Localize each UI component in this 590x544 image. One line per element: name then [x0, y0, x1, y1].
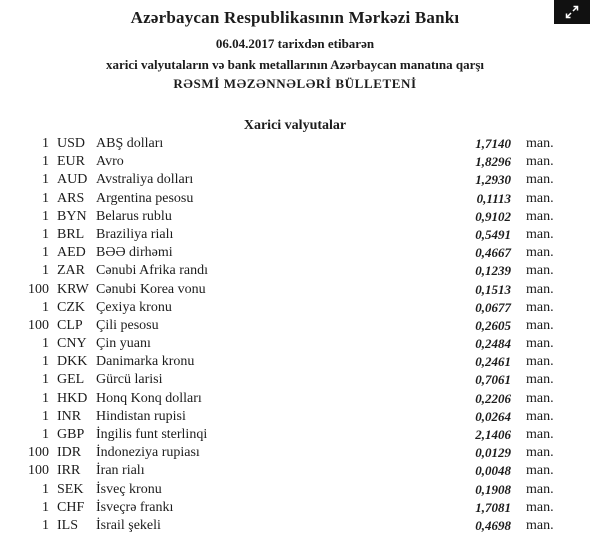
effective-date: 06.04.2017 tarixdən etibarən — [215, 36, 375, 51]
rate-row — [0, 171, 590, 189]
quantity: 1 — [42, 299, 49, 315]
rate-row — [0, 135, 590, 153]
currency-code: BYN — [57, 208, 87, 224]
exchange-rate: 0,1239 — [475, 263, 511, 279]
exchange-rate: 1,7081 — [475, 499, 511, 515]
quantity: 100 — [28, 317, 49, 333]
currency-code: EUR — [57, 154, 85, 170]
unit-label: man. — [526, 208, 554, 224]
unit-label: man. — [526, 336, 554, 352]
currency-code: ILS — [57, 517, 78, 533]
quantity: 1 — [42, 172, 49, 188]
unit-label: man. — [526, 317, 554, 333]
currency-name: Cənubi Korea vonu — [96, 281, 206, 297]
exchange-rate: 0,1513 — [475, 281, 511, 297]
unit-label: man. — [526, 172, 554, 188]
quantity: 1 — [42, 263, 49, 279]
exchange-rate: 0,0677 — [475, 299, 511, 315]
exchange-rate: 0,1908 — [475, 481, 511, 497]
quantity: 1 — [42, 354, 49, 370]
unit-label: man. — [526, 390, 554, 406]
exchange-rate: 0,4698 — [475, 517, 511, 533]
currency-name: Avstraliya dolları — [96, 172, 194, 188]
bulletin-subtitle: xarici valyutaların və bank metallarının Azərbaycan manatına qarşı — [105, 57, 485, 72]
currency-name: Cənubi Afrika randı — [96, 263, 208, 279]
quantity: 100 — [28, 281, 49, 297]
unit-label: man. — [526, 136, 554, 151]
bank-title: Azərbaycan Respublikasının Mərkəzi Bankı — [130, 8, 460, 27]
unit-label: man. — [526, 245, 554, 261]
quantity: 1 — [42, 208, 49, 224]
rate-row — [0, 299, 590, 317]
rate-row — [0, 226, 590, 244]
exchange-rate: 0,0048 — [475, 463, 511, 479]
rate-row — [0, 262, 590, 280]
quantity: 1 — [42, 154, 49, 170]
currency-name: İngilis funt sterlinqi — [96, 427, 208, 442]
currency-code: USD — [57, 136, 86, 151]
exchange-rate: 0,0129 — [475, 445, 511, 461]
exchange-rate: 0,1113 — [476, 190, 511, 206]
expand-arrows-icon — [565, 5, 579, 19]
rate-row — [0, 353, 590, 371]
exchange-rate: 0,7061 — [475, 372, 511, 388]
rate-row — [0, 244, 590, 262]
section-title: Xarici valyutalar — [243, 118, 347, 133]
currency-name: Çin yuanı — [96, 336, 151, 352]
currency-name: Belarus rublu — [96, 208, 172, 224]
unit-label: man. — [526, 517, 554, 533]
currency-name: İndoneziya rupiası — [96, 445, 200, 461]
quantity: 1 — [42, 372, 49, 388]
quantity: 1 — [42, 481, 49, 497]
exchange-rate: 0,2605 — [475, 317, 511, 333]
currency-name: BƏƏ dirhəmi — [96, 245, 173, 261]
unit-label: man. — [526, 408, 554, 424]
exchange-rate: 1,2930 — [475, 172, 511, 188]
currency-name: Hindistan rupisi — [96, 408, 186, 424]
currency-name: Danimarka kronu — [96, 354, 195, 370]
currency-name: İran rialı — [96, 463, 145, 479]
quantity: 1 — [42, 499, 49, 515]
currency-name: Çexiya kronu — [96, 299, 172, 315]
quantity: 100 — [28, 463, 49, 479]
quantity: 1 — [42, 336, 49, 352]
unit-label: man. — [526, 372, 554, 388]
currency-code: GBP — [57, 427, 85, 442]
quantity: 1 — [42, 190, 49, 206]
currency-code: DKK — [57, 354, 88, 370]
exchange-rate: 0,2206 — [475, 390, 511, 406]
quantity: 1 — [42, 517, 49, 533]
currency-code: IDR — [57, 445, 82, 461]
currency-code: INR — [57, 408, 82, 424]
currency-name: İsveç kronu — [96, 481, 162, 497]
currency-code: CNY — [57, 336, 87, 352]
unit-label: man. — [526, 190, 554, 206]
rates-list — [0, 135, 590, 535]
exchange-rate: 0,0264 — [475, 408, 511, 424]
currency-code: ARS — [57, 190, 85, 206]
rate-row — [0, 462, 590, 480]
currency-code: BRL — [57, 226, 85, 242]
rate-row — [0, 499, 590, 517]
exchange-rate: 1,7140 — [475, 136, 511, 151]
rate-row — [0, 426, 590, 444]
currency-code: CZK — [57, 299, 85, 315]
unit-label: man. — [526, 299, 554, 315]
currency-code: HKD — [57, 390, 88, 406]
currency-name: İsveçrə frankı — [96, 499, 174, 515]
unit-label: man. — [526, 154, 554, 170]
exchange-rate: 1,8296 — [475, 154, 511, 170]
rate-row — [0, 335, 590, 353]
quantity: 1 — [42, 427, 49, 442]
rate-row — [0, 208, 590, 226]
currency-code: ZAR — [57, 263, 85, 279]
currency-code: GEL — [57, 372, 85, 388]
unit-label: man. — [526, 463, 554, 479]
currency-code: AED — [57, 245, 86, 261]
currency-code: SEK — [57, 481, 84, 497]
rate-row — [0, 153, 590, 171]
currency-code: CHF — [57, 499, 85, 515]
rate-row — [0, 390, 590, 408]
unit-label: man. — [526, 427, 554, 442]
bulletin-title: RƏSMİ MƏZƏNNƏLƏRİ BÜLLETENİ — [173, 76, 417, 91]
unit-label: man. — [526, 481, 554, 497]
rate-row — [0, 444, 590, 462]
currency-code: CLP — [57, 317, 83, 333]
unit-label: man. — [526, 226, 554, 242]
currency-name: Gürcü larisi — [96, 372, 163, 388]
unit-label: man. — [526, 354, 554, 370]
currency-name: Avro — [96, 154, 124, 170]
rate-row — [0, 281, 590, 299]
currency-code: KRW — [57, 281, 89, 297]
rate-row — [0, 317, 590, 335]
quantity: 1 — [42, 136, 49, 151]
rate-row — [0, 408, 590, 426]
currency-code: AUD — [57, 172, 88, 188]
currency-name: İsrail şekeli — [96, 517, 161, 533]
unit-label: man. — [526, 281, 554, 297]
currency-name: Braziliya rialı — [96, 226, 174, 242]
quantity: 1 — [42, 226, 49, 242]
quantity: 1 — [42, 245, 49, 261]
exchange-rate: 0,5491 — [475, 226, 511, 242]
rate-row — [0, 517, 590, 535]
quantity: 100 — [28, 445, 49, 461]
unit-label: man. — [526, 445, 554, 461]
exchange-rate: 0,2461 — [475, 354, 511, 370]
exchange-rate: 0,4667 — [475, 245, 511, 261]
exchange-rate: 0,2484 — [475, 336, 511, 352]
currency-name: Argentina pesosu — [96, 190, 194, 206]
rate-row — [0, 481, 590, 499]
currency-code: IRR — [57, 463, 81, 479]
exchange-rate: 0,9102 — [475, 208, 511, 224]
rate-row — [0, 371, 590, 389]
currency-name: Honq Konq dolları — [96, 390, 202, 406]
unit-label: man. — [526, 263, 554, 279]
currency-name: ABŞ dolları — [96, 136, 164, 151]
unit-label: man. — [526, 499, 554, 515]
quantity: 1 — [42, 408, 49, 424]
quantity: 1 — [42, 390, 49, 406]
expand-button[interactable] — [554, 0, 590, 24]
currency-name: Çili pesosu — [96, 317, 159, 333]
rate-row — [0, 190, 590, 208]
exchange-rate: 2,1406 — [475, 427, 511, 442]
